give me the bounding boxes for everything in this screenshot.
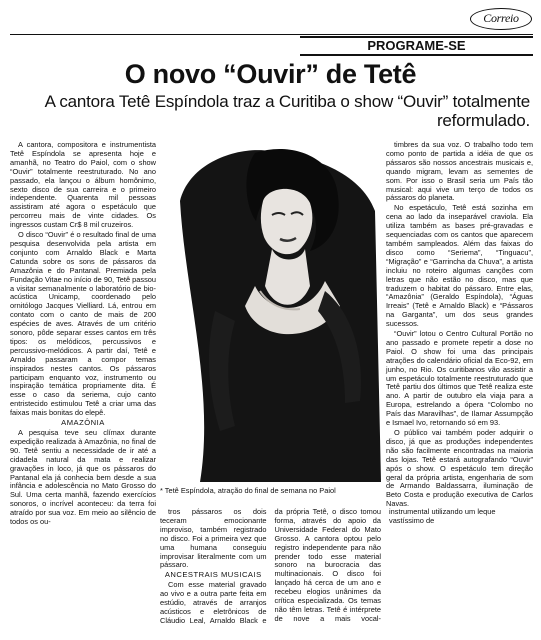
paragraph: A pesquisa teve seu clímax durante expedição realizada à Amazônia, no final de 90. Tetê sentiu a necessidade de ir até a cidadela natural da mata e realizar gravações in loco, já que os pássaros do Pantanal ela já conhecia bem desde a sua infância e adolescência no Mato Grosso do Sul. Uma certa manhã, fazendo exercícios sonoros, o incrível aconteceu: da terra foi atraído por sua voz. Em meio ao silêncio de todos os ou- [10, 428, 156, 527]
section-subtitle-amazonia: AMAZÔNIA [61, 418, 105, 428]
paragraph: Com esse material gravado ao vivo e a outra parte feita em estúdio, através de arranjos acústicos e eletrônicos de Cláudio Leal, Arnaldo Black e da própria Tetê, o disco tomou forma, através do apoio da Universidade Federal do Mato Grosso. A cantora optou pelo registro independente para não prender todo esse material sonoro na burocracia das multinacionais. O disco foi lançado há cerca de um ano e recebeu elogios unânimes da crítica especializada. Os temas não têm letras. Tetê é intérprete de nove a mais vocal-instrumental utilizando um leque vastíssimo de [160, 507, 496, 625]
article-column-middle-bottom [160, 507, 496, 633]
paragraph: timbres da sua voz. O trabalho todo tem como ponto de partida a idéia de que os pássaros são nossos ancestrais musicais e, quando migram, levam as sementes de som. Por isso o Brasil seria um País tão musical: aqui vive um terço de todos os pássaros do planeta. [386, 140, 533, 203]
paragraph: O disco “Ouvir” é o resultado final de uma pesquisa desenvolvida pela artista em conjunto com Arnaldo Black e Marta Catunda sobre os sons de pássaros da Amazônia e do Pantanal. Premiada pela Fundação Vitae no início de 90, Tetê passou a visitar semanalmente o laboratório de bio-acústica Unicamp, coordenado pelo ornitólogo Jacques Vielliard. Lá, entrou em contato com o canto de mais de 200 espécies de aves. Através de um critério sonoro, pôde separar esses cantos em três tipos: os melódicos, percussivos e percussivo-melódicos. A partir daí, Tetê e Arnaldo passaram a compor temas inspirados nestes cantos. Os pássaros participam enquanto voz, instrumento ou inspiração temática propriamente dita. É esse o caso da seriema, cujo canto entristecido estimulou Tetê a criar uma das faixas mais bonitas do elepê. [10, 230, 156, 418]
section-label: PROGRAME-SE [300, 36, 533, 56]
article-column-right [386, 141, 533, 633]
paragraph: “Ouvir” lotou o Centro Cultural Portão no ano passado e promete repetir a dose no Paiol. O show foi uma das principais atrações do calendário oficial da Eco-92, em junho, no Rio. Os curitibanos vão assistir a um espetáculo totalmente reestruturado que Tetê partiu dos últimos que Tetê realiza este ano. A partir de outubro ela viaja para a Europa, estrelando a ópera “Colombo no País das Maravilhas”, de Ilamar Assumpção e Ismael Ivo, retornando só em 93. [386, 329, 533, 428]
masthead-logo: Correio [470, 8, 532, 30]
article-column-left [10, 141, 156, 633]
paragraph: O público vai também poder adquirir o disco, já que as produções independentes não são facilmente encontradas na maioria das lojas. Tetê estará autografando “Ouvir” após o show. O espetáculo tem direção geral da própria artista, engenharia de som de Armando Baldassarra, iluminação de Beto Costa e produção executiva de Carlos Navas. [386, 428, 533, 509]
artist-photo-illustration [160, 141, 381, 482]
paragraph: tros pássaros os dois teceram emocionante improviso, também registrado no disco. Foi a primeira vez que uma humana conseguiu improvisar literalmente com um pássaro. [160, 507, 267, 570]
paragraph: A cantora, compositora e instrumentista Tetê Espíndola se apresenta hoje e amanhã, no Teatro do Paiol, com o show “Ouvir” totalmente reestruturado. No ano passado, ela lançou o álbum homônimo, sexto disco de sua carreira e o primeiro independente. Quarenta mil pessoas assistiram até agora o espetáculo que percorreu mais de vinte cidades. Os ingressos custam Cr$ 8 mil cruzeiros. [10, 140, 156, 230]
masthead-rule [10, 34, 533, 35]
headline: O novo “Ouvir” de Tetê [124, 59, 417, 89]
section-subtitle-ancestrais: ANCESTRAIS MUSICAIS [164, 570, 262, 580]
subheadline: A cantora Tetê Espíndola traz a Curitiba o show “Ouvir” totalmente reformulado. [44, 92, 530, 130]
photo-caption: * Tetê Espíndola, atração do final de semana no Paiol [160, 486, 336, 495]
paragraph: No espetáculo, Tetê está sozinha em cena ao lado da inseparável craviola. Ela utiliza também as bases pré-gravadas e sequenciadas com os cantos que aparecem também sampleados. Além das faixas do disco como “Seriema”, “Tinguacu”, “Migração” e “Garrincha da Chuva”, a artista incluiu no roteiro algumas canções com letras que não estão no disco, mas que traduzem o habitat do pássaro. Entre elas, “Amazônia” (Geraldo Espíndola), “Águas Irreais” (Tetê e Arnaldo Black) e “Pássaros na Garganta”, um dos seus grandes sucessos. [386, 203, 533, 329]
artist-photo [160, 141, 381, 482]
